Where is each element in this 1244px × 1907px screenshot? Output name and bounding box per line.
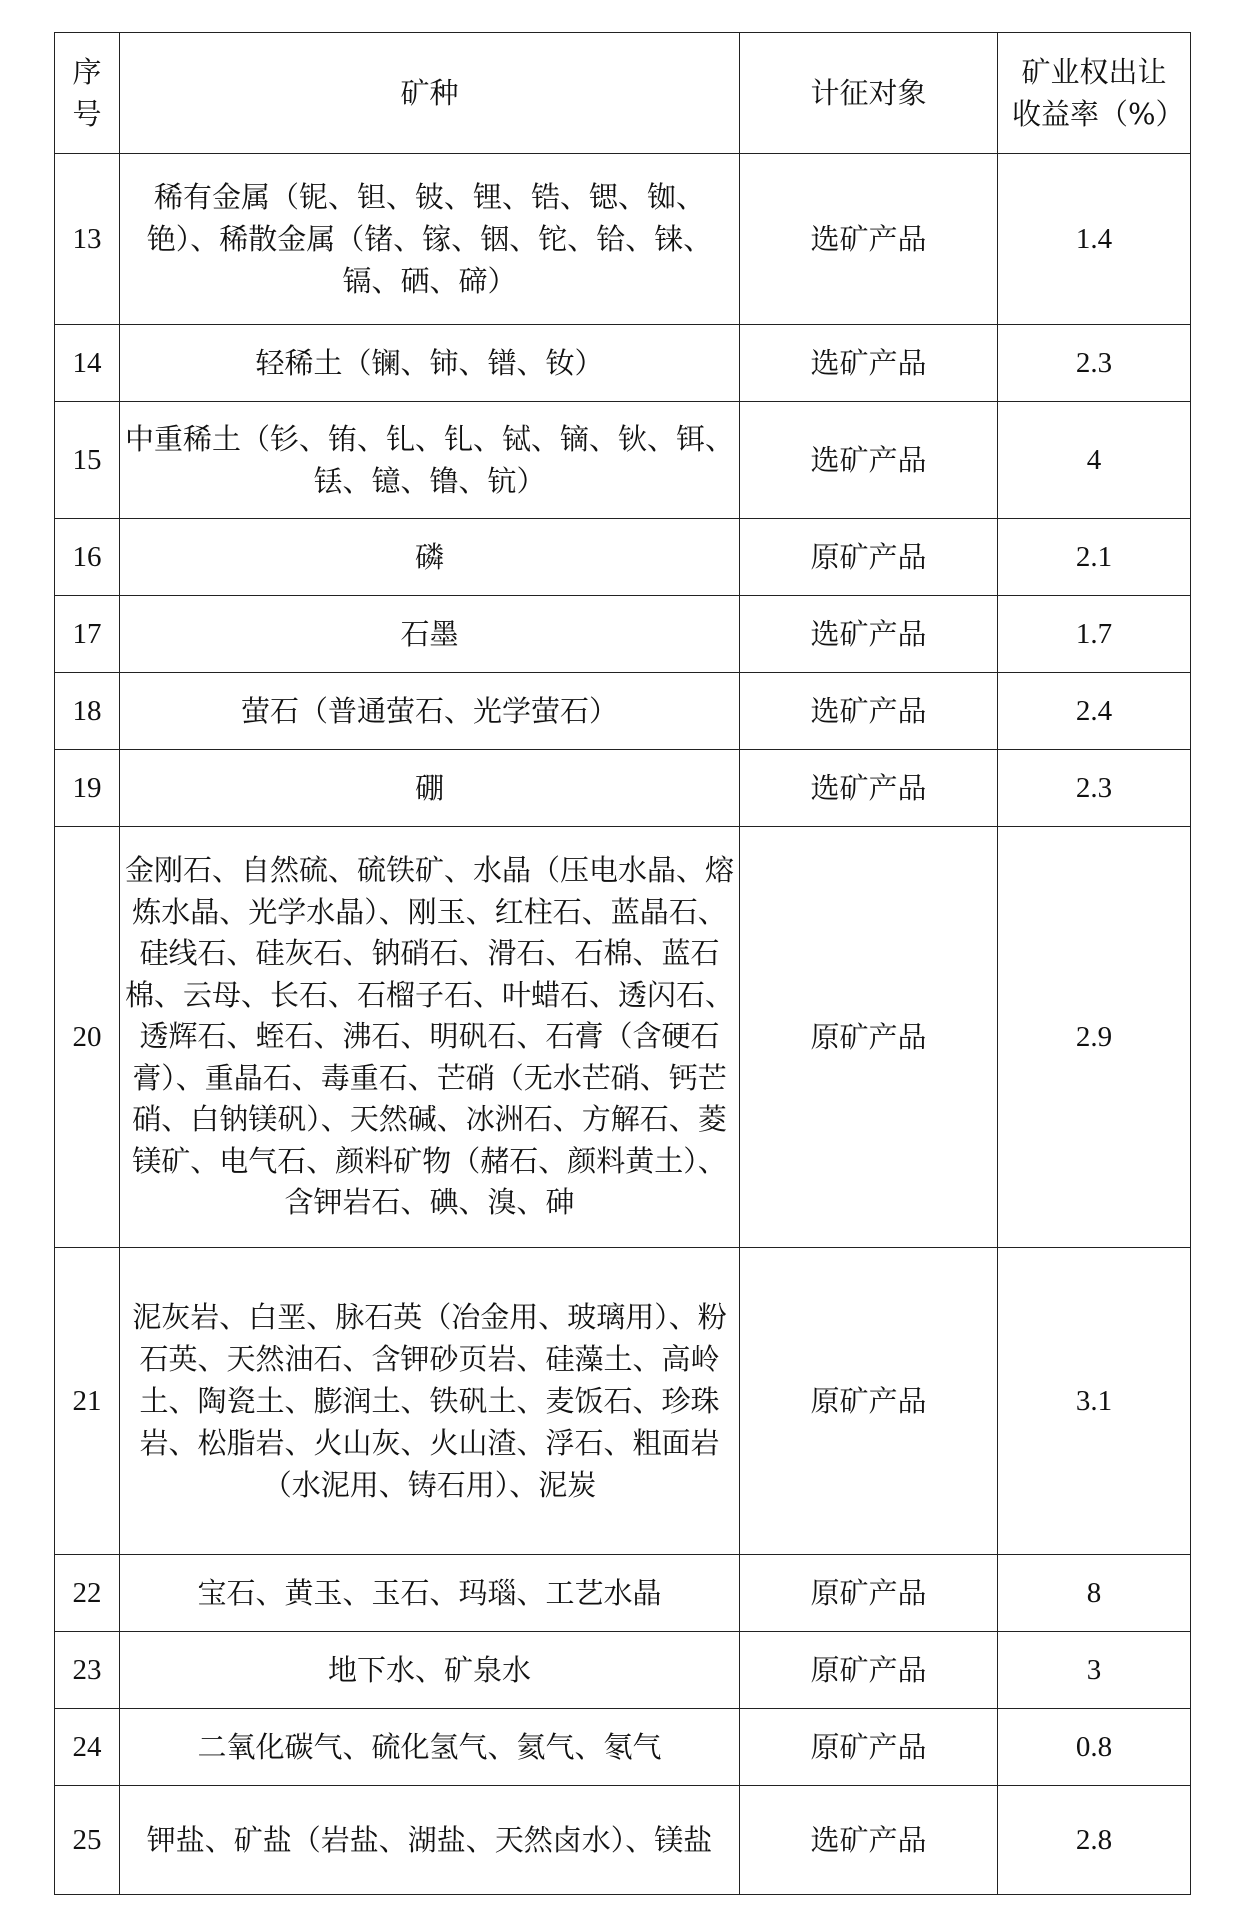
table-row bbox=[55, 750, 1191, 827]
row-mineral: 钾盐、矿盐（岩盐、湖盐、天然卤水）、镁盐 bbox=[120, 1786, 740, 1895]
row-mineral: 石墨 bbox=[120, 596, 740, 673]
table-header-row bbox=[55, 33, 1191, 154]
row-mineral: 泥灰岩、白垩、脉石英（冶金用、玻璃用）、粉石英、天然油石、含钾砂页岩、硅藻土、高岭土、陶瓷土、膨润土、铁矾土、麦饭石、珍珠岩、松脂岩、火山灰、火山渣、浮石、粗面岩（水泥用、铸石用）、泥炭 bbox=[120, 1248, 740, 1555]
row-target: 选矿产品 bbox=[740, 154, 998, 325]
row-target: 选矿产品 bbox=[740, 750, 998, 827]
row-target: 原矿产品 bbox=[740, 1555, 998, 1632]
table-row bbox=[55, 1248, 1191, 1555]
row-number: 13 bbox=[55, 154, 120, 325]
row-rate: 8 bbox=[998, 1555, 1191, 1632]
row-target: 原矿产品 bbox=[740, 1632, 998, 1709]
table-row bbox=[55, 402, 1191, 519]
row-number: 16 bbox=[55, 519, 120, 596]
row-mineral: 轻稀土（镧、铈、镨、钕） bbox=[120, 325, 740, 402]
table-row bbox=[55, 1709, 1191, 1786]
row-rate: 2.3 bbox=[998, 325, 1191, 402]
row-mineral: 稀有金属（铌、钽、铍、锂、锆、锶、铷、铯）、稀散金属（锗、镓、铟、铊、铪、铼、镉、硒、碲） bbox=[120, 154, 740, 325]
row-number: 21 bbox=[55, 1248, 120, 1555]
row-target: 选矿产品 bbox=[740, 402, 998, 519]
row-target: 选矿产品 bbox=[740, 673, 998, 750]
table-row bbox=[55, 1555, 1191, 1632]
row-target: 选矿产品 bbox=[740, 596, 998, 673]
table-row bbox=[55, 519, 1191, 596]
row-mineral: 磷 bbox=[120, 519, 740, 596]
table-row bbox=[55, 1786, 1191, 1895]
row-mineral: 地下水、矿泉水 bbox=[120, 1632, 740, 1709]
row-number: 14 bbox=[55, 325, 120, 402]
row-mineral: 二氧化碳气、硫化氢气、氦气、氡气 bbox=[120, 1709, 740, 1786]
row-number: 18 bbox=[55, 673, 120, 750]
header-levy-target: 计征对象 bbox=[740, 33, 998, 154]
row-rate: 2.1 bbox=[998, 519, 1191, 596]
table-row bbox=[55, 596, 1191, 673]
row-number: 15 bbox=[55, 402, 120, 519]
row-target: 选矿产品 bbox=[740, 1786, 998, 1895]
row-mineral: 萤石（普通萤石、光学萤石） bbox=[120, 673, 740, 750]
row-number: 25 bbox=[55, 1786, 120, 1895]
row-rate: 1.7 bbox=[998, 596, 1191, 673]
row-mineral: 宝石、黄玉、玉石、玛瑙、工艺水晶 bbox=[120, 1555, 740, 1632]
row-number: 24 bbox=[55, 1709, 120, 1786]
mineral-rate-table bbox=[54, 32, 1191, 1895]
row-target: 原矿产品 bbox=[740, 519, 998, 596]
row-rate: 2.4 bbox=[998, 673, 1191, 750]
row-number: 23 bbox=[55, 1632, 120, 1709]
header-serial-number: 序号 bbox=[55, 33, 120, 154]
row-target: 原矿产品 bbox=[740, 1709, 998, 1786]
row-rate: 4 bbox=[998, 402, 1191, 519]
row-rate: 3.1 bbox=[998, 1248, 1191, 1555]
row-rate: 2.9 bbox=[998, 827, 1191, 1248]
header-mineral-type: 矿种 bbox=[120, 33, 740, 154]
table-row bbox=[55, 827, 1191, 1248]
row-mineral: 硼 bbox=[120, 750, 740, 827]
row-rate: 0.8 bbox=[998, 1709, 1191, 1786]
row-target: 原矿产品 bbox=[740, 1248, 998, 1555]
row-mineral: 中重稀土（钐、铕、钆、钆、铽、镝、钬、铒、铥、镱、镥、钪） bbox=[120, 402, 740, 519]
row-number: 17 bbox=[55, 596, 120, 673]
header-revenue-rate: 矿业权出让收益率（%） bbox=[998, 33, 1191, 154]
row-number: 20 bbox=[55, 827, 120, 1248]
table-row bbox=[55, 1632, 1191, 1709]
table-row bbox=[55, 325, 1191, 402]
row-mineral: 金刚石、自然硫、硫铁矿、水晶（压电水晶、熔炼水晶、光学水晶）、刚玉、红柱石、蓝晶石、硅线石、硅灰石、钠硝石、滑石、石棉、蓝石棉、云母、长石、石榴子石、叶蜡石、透闪石、透辉石、蛭石、沸石、明矾石、石膏（含硬石膏）、重晶石、毒重石、芒硝（无水芒硝、钙芒硝、白钠镁矾）、天然碱、冰洲石、方解石、菱镁矿、电气石、颜料矿物（赭石、颜料黄土）、含钾岩石、碘、溴、砷 bbox=[120, 827, 740, 1248]
row-target: 原矿产品 bbox=[740, 827, 998, 1248]
row-rate: 2.8 bbox=[998, 1786, 1191, 1895]
row-rate: 1.4 bbox=[998, 154, 1191, 325]
row-number: 22 bbox=[55, 1555, 120, 1632]
row-rate: 2.3 bbox=[998, 750, 1191, 827]
table-row bbox=[55, 673, 1191, 750]
row-target: 选矿产品 bbox=[740, 325, 998, 402]
row-number: 19 bbox=[55, 750, 120, 827]
row-rate: 3 bbox=[998, 1632, 1191, 1709]
table-row bbox=[55, 154, 1191, 325]
